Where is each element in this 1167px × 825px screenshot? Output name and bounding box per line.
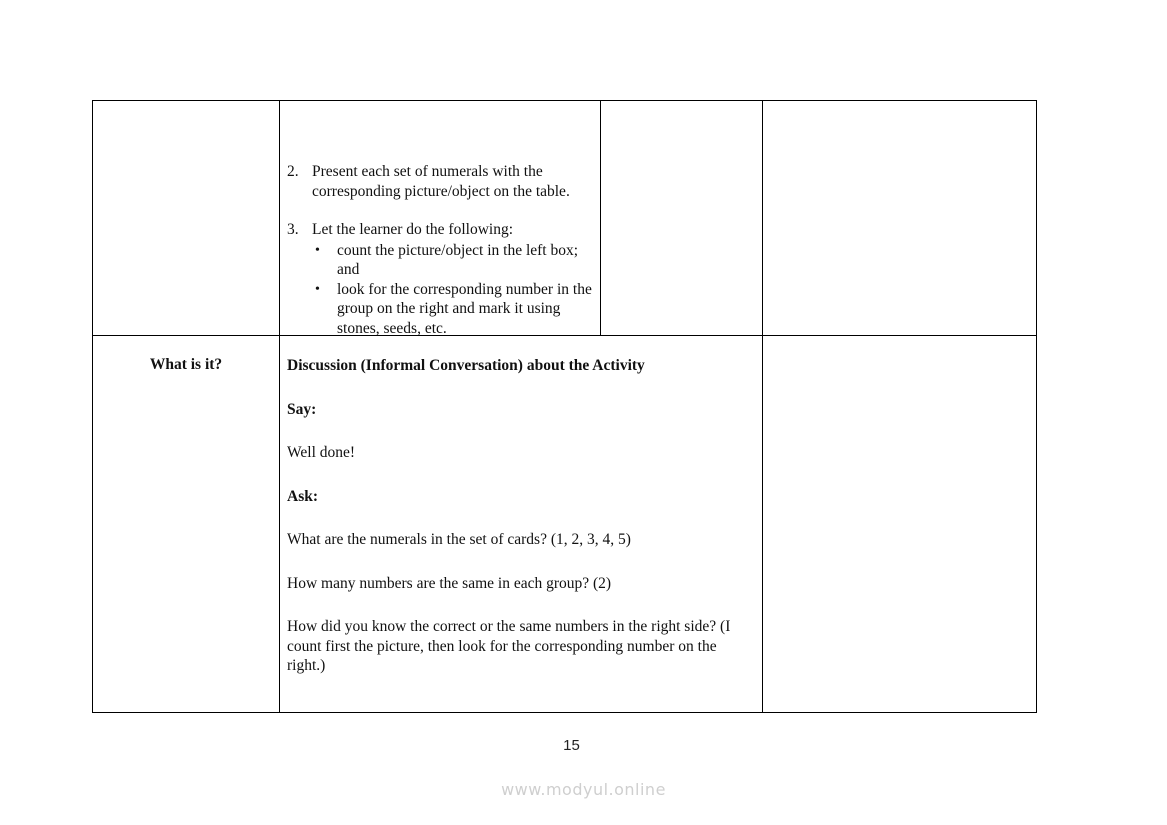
procedure-step-2 bbox=[287, 162, 597, 201]
stage-cell bbox=[93, 336, 280, 713]
stage-cell-empty bbox=[93, 101, 280, 336]
ask-label: Ask: bbox=[287, 487, 319, 505]
bullet-item bbox=[312, 241, 597, 280]
discussion-content bbox=[280, 336, 762, 676]
notes-cell-empty bbox=[763, 101, 1037, 336]
discussion-cell bbox=[280, 336, 763, 713]
step-text: Let the learner do the following: bbox=[312, 221, 514, 238]
bullet-icon: • bbox=[315, 281, 320, 297]
step-number: 2. bbox=[287, 163, 299, 180]
bullet-item bbox=[312, 280, 597, 336]
question-3: How did you know the correct or the same numbers in the right side? (I count first the picture, then look for the corresponding number on the right.) bbox=[287, 618, 731, 674]
bullet-icon: • bbox=[315, 242, 320, 258]
lesson-plan-table bbox=[92, 100, 1037, 713]
notes-cell-empty bbox=[763, 336, 1037, 713]
procedure-steps bbox=[287, 162, 597, 335]
step-number: 3. bbox=[287, 221, 299, 238]
watermark: www.modyul.online bbox=[501, 780, 666, 799]
question-1: What are the numerals in the set of cards? (1, 2, 3, 4, 5) bbox=[287, 531, 631, 548]
say-text: Well done! bbox=[287, 444, 356, 461]
activity-row bbox=[93, 101, 1037, 336]
procedure-step-3 bbox=[287, 220, 597, 335]
bullet-text: look for the corresponding number in the group on the right and mark it using stones, seeds, etc. bbox=[337, 280, 592, 335]
step-text: Present each set of numerals with the corresponding picture/object on the table. bbox=[312, 163, 570, 200]
materials-cell-empty bbox=[601, 101, 763, 336]
bullet-text: count the picture/object in the left box; and bbox=[337, 241, 579, 278]
step-3-bullet-list bbox=[312, 241, 597, 336]
question-2: How many numbers are the same in each group? (2) bbox=[287, 574, 612, 592]
discussion-heading: Discussion (Informal Conversation) about the Activity bbox=[287, 357, 645, 374]
what-is-it-row bbox=[93, 336, 1037, 713]
procedure-cell bbox=[280, 101, 601, 336]
stage-label: What is it? bbox=[149, 356, 223, 373]
page-number: 15 bbox=[563, 737, 580, 754]
say-label: Say: bbox=[287, 400, 317, 418]
